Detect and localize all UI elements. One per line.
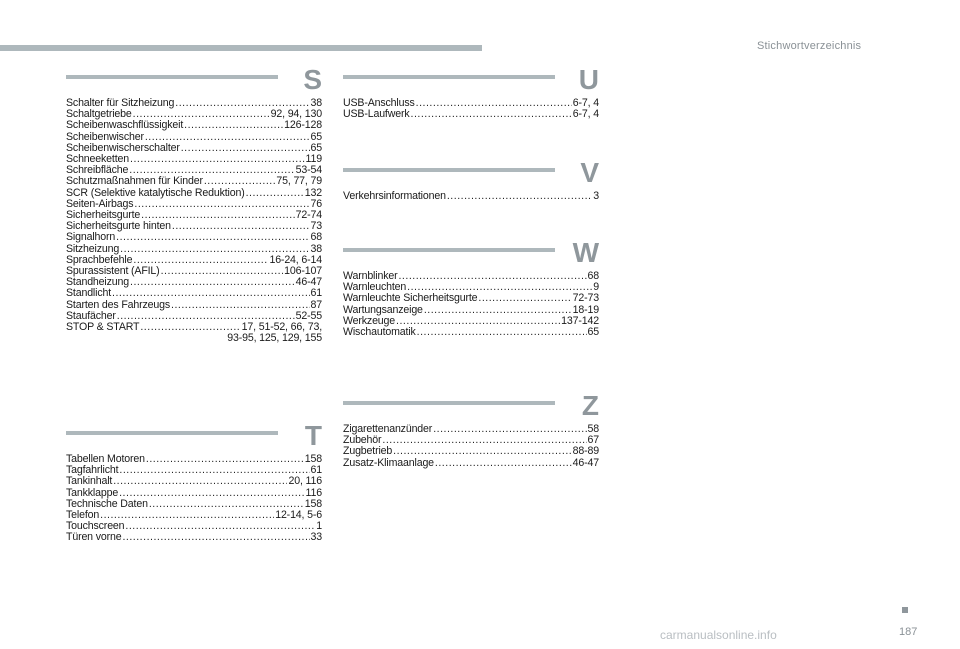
entry-pages: 38 (310, 242, 322, 255)
section-rule (66, 431, 278, 435)
entry-term: Zugbetrieb (343, 445, 393, 458)
section-header (343, 237, 599, 271)
dot-leader (396, 316, 560, 327)
entry-pages: 20, 116 (288, 475, 322, 488)
entry-pages: 72-73 (572, 292, 599, 305)
entry-term: Sicherheitsgurte hinten (66, 220, 171, 233)
entry-pages: 12-14, 5-6 (275, 509, 322, 522)
section-z (343, 390, 599, 469)
watermark: carmanualsonline.info (660, 628, 777, 642)
entry-list (343, 98, 599, 120)
dot-leader (246, 188, 304, 199)
entry-pages-continuation: 93-95, 125, 129, 155 (227, 332, 322, 345)
entry-term: Schutzmaßnahmen für Kinder (66, 175, 203, 188)
dot-leader (416, 98, 572, 109)
section-header (66, 420, 322, 454)
entry-term: Warnleuchte Sicherheitsgurte (343, 292, 478, 305)
entry-pages: 33 (310, 531, 322, 544)
entry-pages: 158 (304, 453, 322, 465)
dot-leader (119, 465, 309, 476)
header-bar (0, 45, 482, 51)
dot-leader (113, 476, 287, 487)
dot-leader (398, 271, 586, 282)
entry-pages: 116 (305, 486, 322, 499)
entry-pages: 61 (310, 287, 322, 300)
entry-term: Staufächer (66, 309, 116, 322)
entry-pages: 119 (305, 153, 322, 166)
entry-term: Tankklappe (66, 486, 119, 499)
entry-pages: 46-47 (295, 276, 322, 289)
dot-leader (134, 199, 309, 210)
entry-term: Zusatz-Klimaanlage (343, 456, 434, 469)
entry-pages: 106-107 (284, 265, 322, 278)
index-entry (66, 476, 322, 487)
entry-term: Sprachbefehle (66, 253, 133, 266)
section-letter: W (572, 237, 599, 268)
page-number: 187 (899, 626, 918, 638)
entry-term: Warnblinker (343, 270, 398, 282)
entry-term: Signalhorn (66, 231, 116, 244)
entry-term: Scheibenwaschflüssigkeit (66, 119, 184, 132)
entry-term: Technische Daten (66, 497, 148, 510)
section-letter: T (304, 420, 322, 451)
entry-list (66, 454, 322, 544)
section-s (66, 64, 322, 345)
dot-leader (435, 458, 572, 469)
section-t (66, 420, 322, 544)
entry-list (343, 424, 599, 469)
entry-term: Zubehör (343, 434, 382, 447)
entry-term: Werkzeuge (343, 314, 396, 327)
entry-term: Scheibenwischer (66, 130, 144, 143)
entry-pages: 53-54 (295, 164, 322, 177)
entry-term: Tagfahrlicht (66, 464, 119, 477)
entry-pages: 6-7, 4 (572, 97, 599, 109)
index-entry (343, 327, 599, 338)
dot-leader (382, 435, 586, 446)
entry-list (343, 191, 599, 202)
entry-pages: 65 (310, 141, 322, 154)
dot-leader (411, 109, 572, 120)
dot-leader (146, 454, 304, 465)
entry-pages: 132 (304, 186, 322, 199)
entry-pages: 92, 94, 130 (270, 108, 322, 121)
section-v (343, 157, 599, 202)
section-rule (343, 248, 555, 252)
entry-term: Wartungsanzeige (343, 303, 423, 316)
dot-leader (478, 293, 571, 304)
section-rule (343, 401, 555, 405)
entry-pages: 65 (587, 326, 599, 339)
dot-leader (447, 191, 592, 202)
dot-leader (424, 305, 572, 316)
entry-pages: 73 (310, 220, 322, 233)
dot-leader (130, 277, 295, 288)
entry-term: Touchscreen (66, 520, 125, 533)
entry-pages: 17, 51-52, 66, 73, (241, 321, 322, 334)
entry-term: Schaltgetriebe (66, 108, 132, 121)
index-entry (66, 288, 322, 299)
section-header (343, 64, 599, 98)
entry-term: Verkehrsinformationen (343, 190, 446, 202)
index-entry (66, 232, 322, 243)
entry-pages: 158 (304, 497, 322, 510)
dot-leader (116, 232, 309, 243)
entry-pages: 1 (316, 520, 322, 533)
entry-term: Standheizung (66, 276, 129, 289)
entry-term: Spurassistent (AFIL) (66, 265, 160, 278)
entry-term: Standlicht (66, 287, 112, 300)
entry-term: Tabellen Motoren (66, 453, 145, 465)
index-entry (343, 446, 599, 457)
entry-pages: 6-7, 4 (572, 108, 599, 121)
section-letter: Z (581, 390, 599, 421)
dot-leader (172, 221, 310, 232)
entry-pages: 75, 77, 79 (276, 175, 322, 188)
entry-list (66, 98, 322, 344)
entry-pages: 9 (593, 281, 599, 294)
section-w (343, 237, 599, 339)
entry-term: Türen vorne (66, 531, 122, 544)
entry-pages: 58 (587, 423, 599, 435)
entry-pages: 18-19 (572, 303, 599, 316)
entry-term: Sitzheizung (66, 242, 120, 255)
dot-leader (161, 266, 284, 277)
entry-term: Scheibenwischerschalter (66, 141, 180, 154)
section-letter: U (578, 64, 599, 95)
dot-leader (393, 446, 571, 457)
dot-leader (100, 510, 274, 521)
section-letter: S (303, 64, 322, 95)
dot-leader (171, 300, 309, 311)
index-entry (343, 458, 599, 469)
section-rule (343, 168, 555, 172)
entry-term: Tankinhalt (66, 475, 113, 488)
entry-term: Wischautomatik (343, 326, 416, 339)
entry-pages: 72-74 (295, 209, 322, 222)
entry-term: Telefon (66, 509, 100, 522)
entry-pages: 88-89 (572, 445, 599, 458)
entry-term: Zigarettenanzünder (343, 423, 433, 435)
entry-term: SCR (Selektive katalytische Reduktion) (66, 186, 245, 199)
dot-leader (122, 532, 309, 543)
dot-leader (181, 143, 310, 154)
index-entry (343, 191, 599, 202)
section-u (343, 64, 599, 121)
entry-term: Sicherheitsgurte (66, 209, 141, 222)
entry-pages: 76 (310, 197, 322, 210)
entry-pages: 87 (310, 298, 322, 311)
dot-leader (125, 521, 315, 532)
entry-pages: 16-24, 6-14 (269, 253, 322, 266)
section-rule (343, 75, 555, 79)
section-header (343, 157, 599, 191)
index-entry (343, 424, 599, 435)
dot-leader (140, 322, 240, 333)
dot-leader (417, 327, 587, 338)
entry-pages: 38 (310, 97, 322, 109)
entry-list (343, 271, 599, 338)
dot-leader (130, 154, 305, 165)
entry-pages: 61 (310, 464, 322, 477)
entry-pages: 67 (587, 434, 599, 447)
index-entry (343, 109, 599, 120)
index-entry-continuation (66, 333, 322, 344)
entry-term: STOP & START (66, 321, 140, 334)
chapter-title: Stichwortverzeichnis (757, 40, 862, 52)
entry-term: USB-Anschluss (343, 97, 415, 109)
entry-term: Schneeketten (66, 153, 129, 166)
entry-term: Warnleuchten (343, 281, 407, 294)
dot-leader (112, 288, 309, 299)
section-letter: V (580, 157, 599, 188)
section-header (66, 64, 322, 98)
entry-term: Starten des Fahrzeugs (66, 298, 171, 311)
entry-pages: 126-128 (284, 119, 322, 132)
entry-pages: 68 (587, 270, 599, 282)
entry-pages: 46-47 (572, 456, 599, 469)
section-rule (66, 75, 278, 79)
entry-pages: 65 (310, 130, 322, 143)
index-entry (66, 176, 322, 187)
dot-leader (204, 176, 276, 187)
entry-pages: 3 (593, 190, 599, 202)
dot-leader (184, 120, 283, 131)
index-entry (343, 293, 599, 304)
index-entry (66, 120, 322, 131)
section-header (343, 390, 599, 424)
entry-pages: 137-142 (561, 314, 599, 327)
entry-pages: 52-55 (295, 309, 322, 322)
entry-term: Schalter für Sitzheizung (66, 97, 175, 109)
entry-term: USB-Laufwerk (343, 108, 410, 121)
entry-term: Seiten-Airbags (66, 197, 134, 210)
dot-leader (433, 424, 586, 435)
end-marker (902, 607, 908, 613)
entry-term: Schreibfläche (66, 164, 129, 177)
entry-pages: 68 (310, 231, 322, 244)
index-entry (66, 532, 322, 543)
